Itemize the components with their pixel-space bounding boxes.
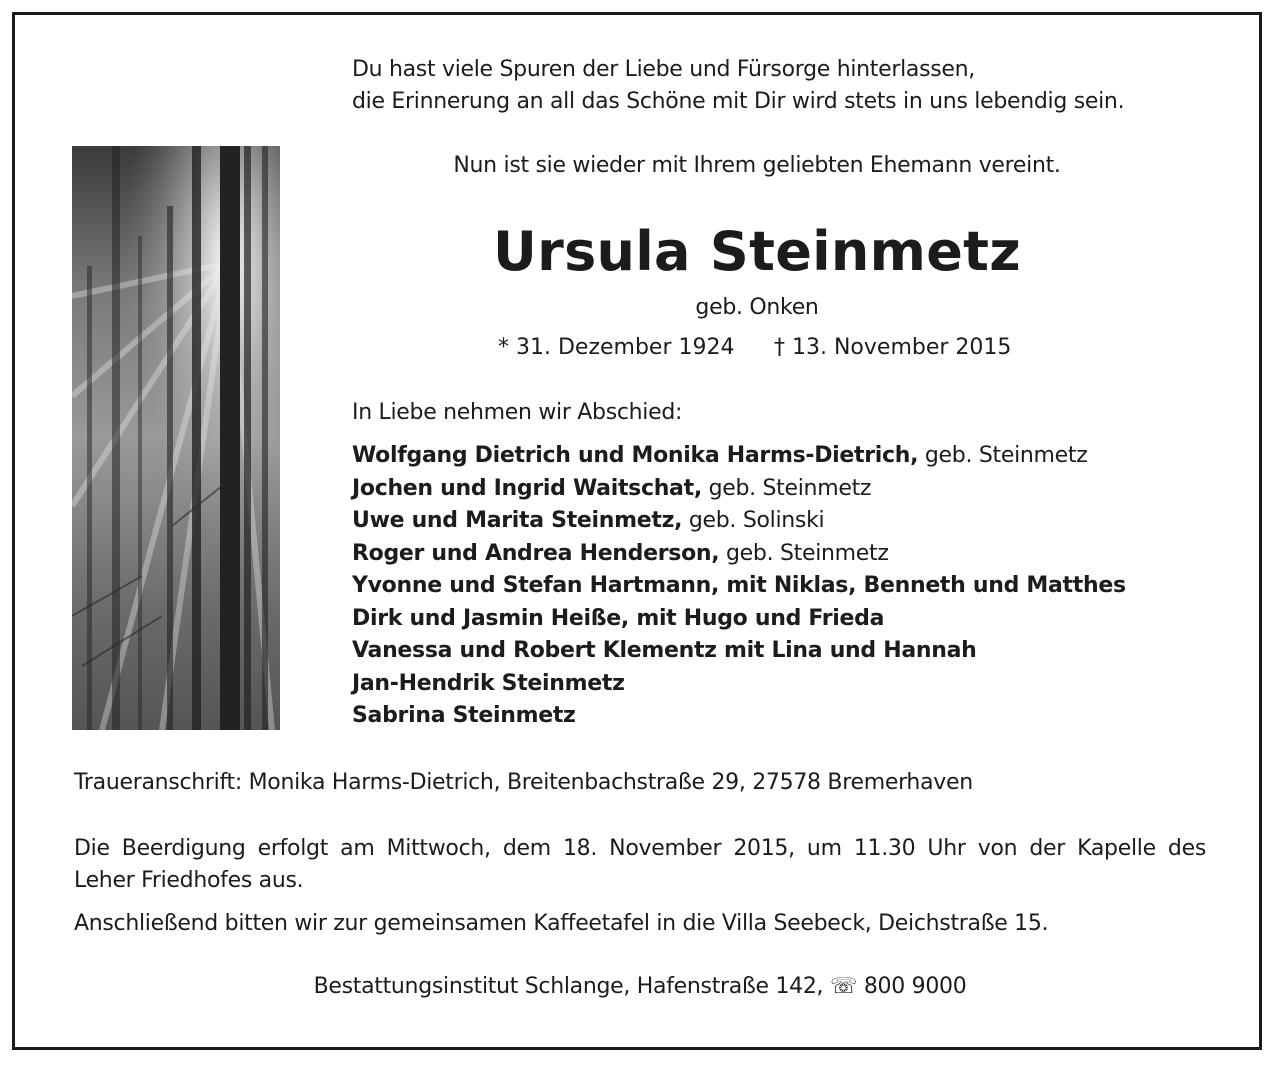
family-suffix: geb. Steinmetz	[701, 475, 872, 501]
list-item	[352, 700, 1232, 733]
family-suffix: geb. Solinski	[682, 508, 825, 533]
reception-text: Anschließend bitten wir zur gemeinsamen Kaffeetafel in die Villa Seebeck, Deichstraße 15.	[74, 911, 1049, 936]
family-names: Sabrina Steinmetz	[352, 703, 576, 728]
phone-icon: ☏	[829, 974, 858, 999]
family-names: Jan-Hendrik Steinmetz	[352, 670, 625, 696]
family-names: Jochen und Ingrid Waitschat,	[352, 475, 702, 501]
farewell-intro: In Liebe nehmen wir Abschied:	[352, 400, 683, 425]
mourning-address: Traueranschrift: Monika Harms-Dietrich, Breitenbachstraße 29, 27578 Bremerhaven	[74, 770, 973, 795]
family-names: Vanessa und Robert Klementz mit Lina und Hannah	[352, 638, 977, 663]
list-item	[352, 668, 1232, 701]
list-item	[352, 440, 1232, 473]
verse-line-1: Du hast viele Spuren der Liebe und Fürsorge hinterlassen,	[352, 57, 975, 82]
deceased-name: Ursula Steinmetz	[492, 220, 1022, 283]
family-names: Roger und Andrea Henderson,	[352, 540, 720, 566]
death-date: † 13. November 2015	[774, 335, 1012, 360]
family-names: Dirk und Jasmin Heiße, mit Hugo und Frieda	[352, 605, 885, 631]
family-suffix: geb. Steinmetz	[719, 540, 889, 566]
undertaker-line	[74, 971, 1206, 1003]
forest-photo	[72, 146, 280, 730]
verse-line-2: die Erinnerung an all das Schöne mit Dir wird stets in uns lebendig sein.	[352, 89, 1125, 114]
list-item	[352, 570, 1232, 603]
undertaker-phone: 800 9000	[863, 974, 967, 999]
birth-date: * 31. Dezember 1924	[498, 335, 735, 360]
funeral-line-2: Leher Friedhofes aus.	[74, 868, 304, 893]
list-item	[352, 538, 1232, 571]
family-names: Wolfgang Dietrich und Monika Harms-Dietrich,	[352, 443, 919, 468]
family-names: Yvonne und Stefan Hartmann, mit Niklas, Benneth und Matthes	[352, 573, 1126, 598]
family-suffix: geb. Steinmetz	[918, 443, 1088, 468]
list-item	[352, 505, 1232, 538]
family-list	[352, 440, 1232, 733]
undertaker-text: Bestattungsinstitut Schlange, Hafenstraße 142,	[313, 974, 824, 999]
funeral-line-1: Die Beerdigung erfolgt am Mittwoch, dem 18. November 2015, um 11.30 Uhr von der Kapelle des	[74, 836, 1206, 861]
maiden-name: geb. Onken	[695, 295, 819, 320]
family-names: Uwe und Marita Steinmetz,	[352, 508, 683, 533]
list-item	[352, 603, 1232, 636]
list-item	[352, 473, 1232, 506]
reunited-text: Nun ist sie wieder mit Ihrem geliebten Ehemann vereint.	[453, 153, 1061, 178]
list-item	[352, 635, 1232, 668]
